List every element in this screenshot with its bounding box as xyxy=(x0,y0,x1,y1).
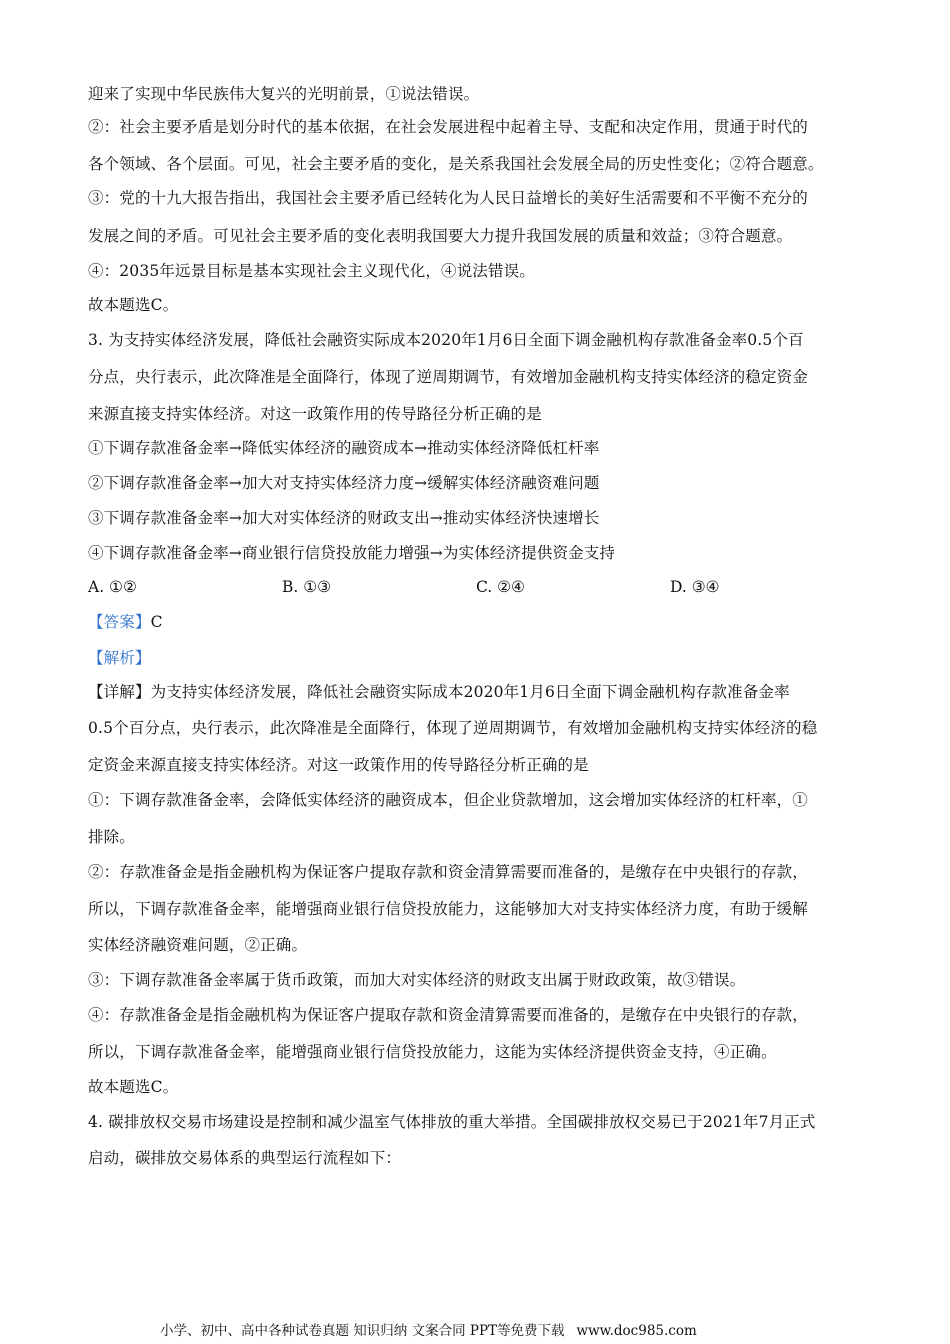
text-line: 所以，下调存款准备金率，能增强商业银行信贷投放能力，这能够加大对支持实体经济力度，有助于缓解 xyxy=(88,900,808,918)
text-line: 分点，央行表示，此次降准是全面降行，体现了逆周期调节，有效增加金融机构支持实体经济的稳定资金 xyxy=(88,368,808,386)
answer-tag: 【答案】 xyxy=(88,613,151,631)
text-line: 发展之间的矛盾。可见社会主要矛盾的变化表明我国要大力提升我国发展的质量和效益；③符合题意。 xyxy=(88,227,793,245)
text-line: 故本题选C。 xyxy=(88,296,179,314)
question-4-stem: 4. 碳排放权交易市场建设是控制和减少温室气体排放的重大举措。全国碳排放权交易已于2021年7月正式 xyxy=(88,1113,816,1131)
choice-statement-3: ③下调存款准备金率→加大对实体经济的财政支出→推动实体经济快速增长 xyxy=(88,509,600,527)
option-c: C. ②④ xyxy=(476,578,525,596)
analysis-line xyxy=(88,648,888,668)
text-line: 启动，碳排放交易体系的典型运行流程如下： xyxy=(88,1149,402,1167)
footer-text: 小学、初中、高中各种试卷真题 知识归纳 文案合同 PPT等免费下载 xyxy=(160,1323,565,1339)
text-line: 所以，下调存款准备金率，能增强商业银行信贷投放能力，这能为实体经济提供资金支持，④正确。 xyxy=(88,1043,777,1061)
text-line: 定资金来源直接支持实体经济。对这一政策作用的传导路径分析正确的是 xyxy=(88,756,589,774)
detail-first-line xyxy=(88,682,888,702)
question-3-stem: 3. 为支持实体经济发展，降低社会融资实际成本2020年1月6日全面下调金融机构存款准备金率0.5个百 xyxy=(88,331,804,349)
choice-statement-1: ①下调存款准备金率→降低实体经济的融资成本→推动实体经济降低杠杆率 xyxy=(88,439,600,457)
page-footer xyxy=(160,1322,697,1340)
text-line: 故本题选C。 xyxy=(88,1078,179,1096)
choice-statement-2: ②下调存款准备金率→加大对支持实体经济力度→缓解实体经济融资难问题 xyxy=(88,474,600,492)
text-line: ②：存款准备金是指金融机构为保证客户提取存款和资金清算需要而准备的，是缴存在中央银行的存款， xyxy=(88,863,808,881)
answer-line xyxy=(88,612,888,632)
text-line: ③：下调存款准备金率属于货币政策，而加大对实体经济的财政支出属于财政政策，故③错误。 xyxy=(88,971,746,989)
choice-statement-4: ④下调存款准备金率→商业银行信贷投放能力增强→为实体经济提供资金支持 xyxy=(88,544,616,562)
text-line: 迎来了实现中华民族伟大复兴的光明前景，①说法错误。 xyxy=(88,85,480,103)
analysis-tag: 【解析】 xyxy=(88,649,151,667)
text-line: ②：社会主要矛盾是划分时代的基本依据，在社会发展进程中起着主导、支配和决定作用，贯通于时代的 xyxy=(88,118,808,136)
answer-value: C xyxy=(150,613,163,631)
text-line: 实体经济融资难问题，②正确。 xyxy=(88,936,308,954)
option-d: D. ③④ xyxy=(670,578,720,596)
text-line: 来源直接支持实体经济。对这一政策作用的传导路径分析正确的是 xyxy=(88,405,542,423)
text-line: ①：下调存款准备金率，会降低实体经济的融资成本，但企业贷款增加，这会增加实体经济的杠杆率，① xyxy=(88,791,808,809)
detail-text: 为支持实体经济发展，降低社会融资实际成本2020年1月6日全面下调金融机构存款准备金率 xyxy=(150,683,790,701)
option-b: B. ①③ xyxy=(282,578,332,596)
footer-url[interactable]: www.doc985.com xyxy=(576,1323,697,1339)
text-line: 各个领域、各个层面。可见，社会主要矛盾的变化，是关系我国社会发展全局的历史性变化；②符合题意。 xyxy=(88,155,824,173)
text-line: ④：2035年远景目标是基本实现社会主义现代化，④说法错误。 xyxy=(88,262,535,280)
text-line: ③：党的十九大报告指出，我国社会主要矛盾已经转化为人民日益增长的美好生活需要和不平衡不充分的 xyxy=(88,189,808,207)
text-line: 排除。 xyxy=(88,828,135,846)
detail-tag: 【详解】 xyxy=(88,683,151,701)
text-line: 0.5个百分点，央行表示，此次降准是全面降行，体现了逆周期调节，有效增加金融机构支持实体经济的稳 xyxy=(88,719,818,737)
text-line: ④：存款准备金是指金融机构为保证客户提取存款和资金清算需要而准备的，是缴存在中央银行的存款， xyxy=(88,1006,808,1024)
option-a: A. ①② xyxy=(88,578,137,596)
